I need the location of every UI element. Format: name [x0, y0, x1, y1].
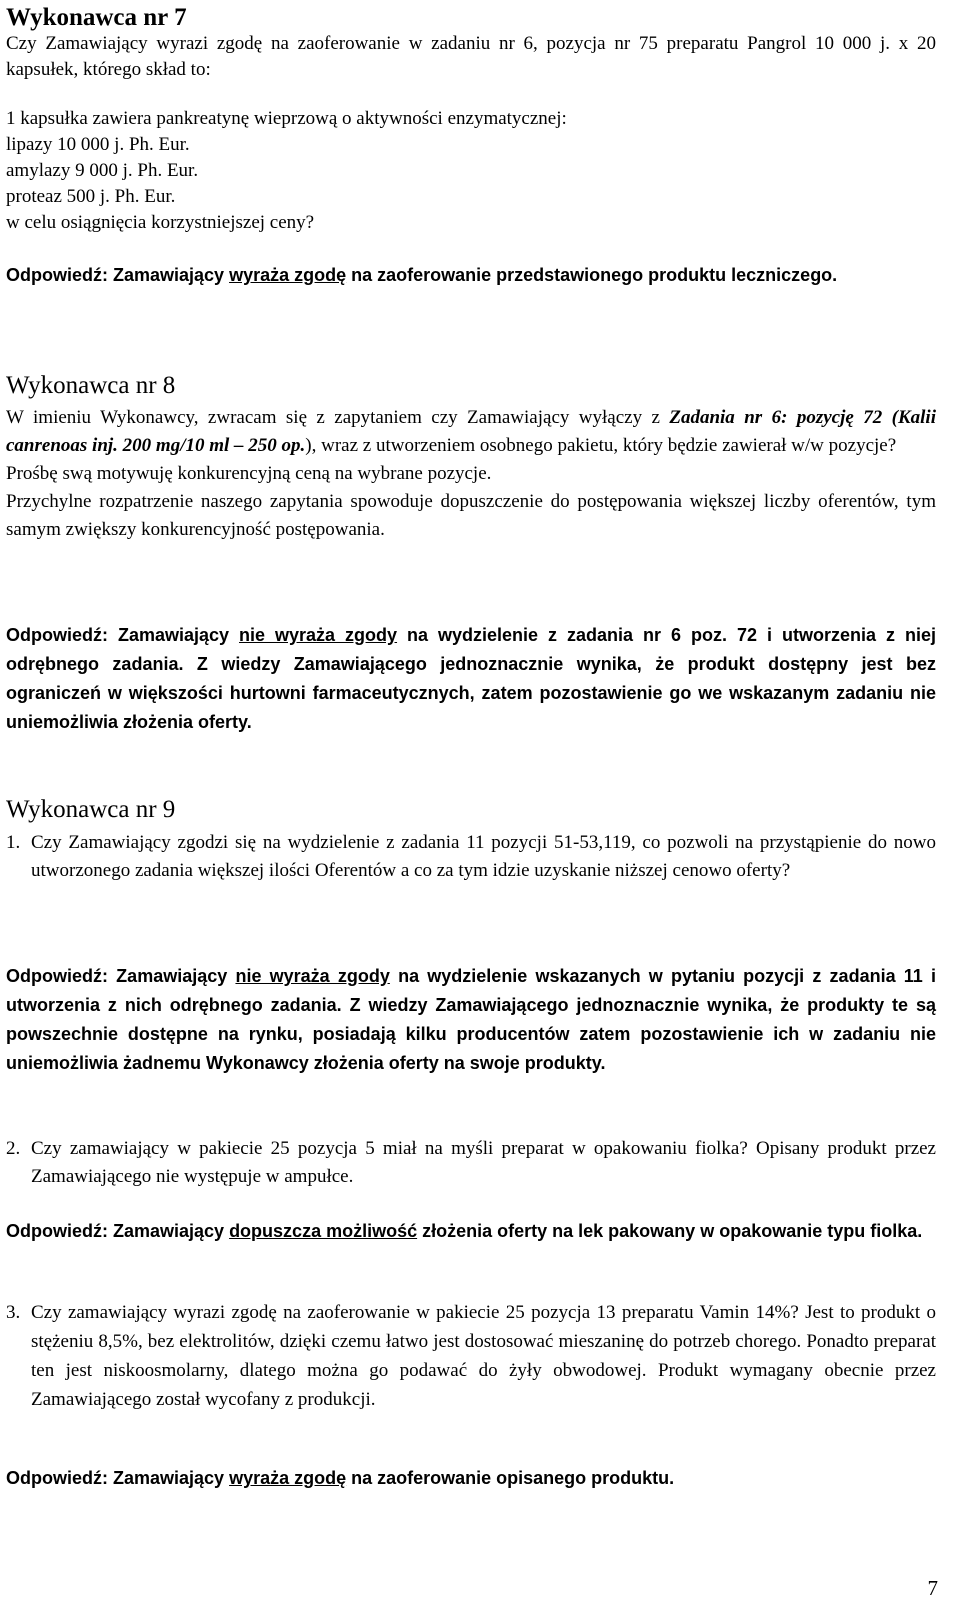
answer-w9-1 [6, 962, 936, 1078]
question-w8-prefix: W imieniu Wykonawcy, zwracam się z zapytaniem czy Zamawiający wyłączy z [6, 407, 670, 428]
answer-w9-2 [6, 1217, 936, 1246]
question-w7 [6, 31, 936, 236]
answer-w9-3-prefix: Odpowiedź: Zamawiający [6, 1468, 230, 1488]
question-w8 [6, 404, 936, 544]
question-w9-2-text: Czy zamawiający w pakiecie 25 pozycja 5 miał na myśli preparat w opakowaniu fiolka? Opisany produkt przez Zamawiającego nie występuje w ampułce. [31, 1138, 936, 1187]
question-w8-suffix: ), wraz z utworzeniem osobnego pakietu, który będzie zawierał w/w pozycje? [305, 435, 897, 456]
question-w7-protease: proteaz 500 j. Ph. Eur. [6, 186, 176, 207]
answer-w9-1-prefix: Odpowiedź: Zamawiający [6, 966, 236, 986]
question-w9-3-number: 3. [6, 1302, 21, 1323]
answer-w9-3-decision: wyraża zgodę [229, 1468, 347, 1488]
question-w9-1-text: Czy Zamawiający zgodzi się na wydzielenie z zadania 11 pozycji 51-53,119, co pozwoli na przystąpienie do nowo utworzonego zadania większej ilości Oferentów a co za tym idzie uzyskanie niższej cenowo oferty? [31, 832, 936, 881]
question-w7-end: w celu osiągnięcia korzystniejszej ceny? [6, 212, 315, 233]
answer-w9-1-decision: nie wyraża zgody [235, 966, 390, 986]
question-w7-text: Czy Zamawiający wyrazi zgodę na zaoferowanie w zadaniu nr 6, pozycja nr 75 preparatu Pangrol 10 000 j. x 20 kapsułek, którego skład to: [6, 33, 936, 80]
answer-w7-decision: wyraża zgodę [229, 265, 347, 285]
answer-w8-rest: na wydzielenie z zadania nr 6 poz. 72 i utworzenia z niej odrębnego zadania. Z wiedzy Zamawiającego jednoznacznie wynika, że produkt dostępny jest bez ograniczeń w większości hurtowni farmaceutycznych, zatem pozostawienie go we wskazanym zadaniu nie uniemożliwia złożenia oferty. [6, 625, 936, 732]
answer-w8 [6, 621, 936, 737]
question-w8-text [6, 404, 936, 460]
question-w7-lipase: lipazy 10 000 j. Ph. Eur. [6, 134, 190, 155]
page-number: 7 [927, 1576, 938, 1600]
answer-w7-prefix: Odpowiedź: Zamawiający [6, 265, 230, 285]
question-w7-composition: 1 kapsułka zawiera pankreatynę wieprzową o aktywności enzymatycznej: [6, 108, 567, 129]
question-w9-3 [6, 1298, 936, 1414]
answer-w9-2-decision: dopuszcza możliwość [229, 1221, 418, 1241]
answer-w9-1-rest: na wydzielenie wskazanych w pytaniu pozycji z zadania 11 i utworzenia z nich odrębnego zadania. Z wiedzy Zamawiającego jednoznacznie wynika, że produkty te są powszechnie dostępne na rynku, posiadają kilku producentów zatem pozostawienie ich w zadaniu nie uniemożliwia żadnemu Wykonawcy złożenia oferty na swoje produkty. [6, 966, 936, 1073]
question-w8-motivation: Prośbę swą motywuję konkurencyjną ceną na wybrane pozycje. [6, 463, 492, 484]
heading-wykonawca-8: Wykonawca nr 8 [6, 372, 176, 399]
question-w8-justification: Przychylne rozpatrzenie naszego zapytania spowoduje dopuszczenie do postępowania większej liczby oferentów, tym samym zwiększy konkurencyjność postępowania. [6, 491, 936, 540]
question-w8-item: Zadania nr 6: pozycję 72 (Kalii canrenoas inj. 200 mg/10 ml – 250 op. [6, 407, 936, 456]
answer-w7 [6, 261, 936, 289]
question-w9-2 [6, 1135, 936, 1191]
question-w9-1 [6, 829, 936, 885]
question-w9-1-number: 1. [6, 832, 21, 853]
heading-wykonawca-7: Wykonawca nr 7 [6, 4, 187, 31]
question-w9-3-text: Czy zamawiający wyrazi zgodę na zaoferowanie w pakiecie 25 pozycja 13 preparatu Vamin 14%? Jest to produkt o stężeniu 8,5%, bez elektrolitów, dzięki czemu łatwo jest dostosować mieszaninę do potrzeb chorego. Ponadto preparat ten jest niskoosmolarny, dlatego można go podawać do żyły obwodowej. Produkt wymagany obecnie przez Zamawiającego został wycofany z produkcji. [31, 1302, 936, 1410]
question-w7-amylase: amylazy 9 000 j. Ph. Eur. [6, 160, 199, 181]
answer-w9-2-prefix: Odpowiedź: Zamawiający [6, 1221, 230, 1241]
answer-w8-prefix: Odpowiedź: Zamawiający [6, 625, 240, 645]
answer-w9-3 [6, 1464, 936, 1493]
answer-w8-decision: nie wyraża zgody [239, 625, 398, 645]
answer-w7-rest: na zaoferowanie przedstawionego produktu leczniczego. [346, 265, 838, 285]
answer-w9-3-rest: na zaoferowanie opisanego produktu. [346, 1468, 675, 1488]
heading-wykonawca-9: Wykonawca nr 9 [6, 796, 176, 823]
question-w9-2-number: 2. [6, 1138, 21, 1159]
answer-w9-2-rest: złożenia oferty na lek pakowany w opakowanie typu fiolka. [417, 1221, 923, 1241]
